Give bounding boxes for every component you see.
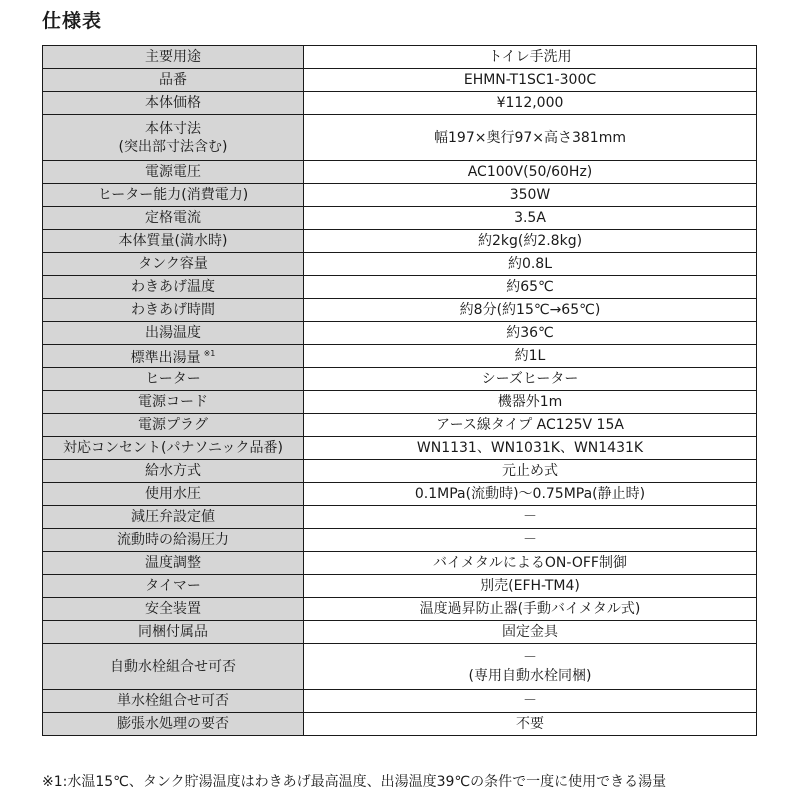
row-label: ヒーター [43, 368, 304, 391]
table-row [43, 46, 757, 69]
row-label: 電源電圧 [43, 161, 304, 184]
row-value: AC100V(50/60Hz) [304, 161, 757, 184]
table-row [43, 253, 757, 276]
table-row [43, 437, 757, 460]
row-value-line2: (専用自動水栓同梱) [468, 667, 592, 684]
row-label: わきあげ温度 [43, 276, 304, 299]
row-value: － [304, 690, 757, 713]
table-row [43, 161, 757, 184]
table-row [43, 529, 757, 552]
row-value: EHMN-T1SC1-300C [304, 69, 757, 92]
row-value-line1: － [523, 649, 537, 666]
table-row [43, 368, 757, 391]
row-label: 対応コンセント(パナソニック品番) [43, 437, 304, 460]
table-row [43, 207, 757, 230]
row-label-text: 標準出湯量 [130, 350, 201, 366]
row-label: 出湯温度 [43, 322, 304, 345]
row-label: 単水栓組合せ可否 [43, 690, 304, 713]
table-row [43, 230, 757, 253]
row-value: 3.5A [304, 207, 757, 230]
row-value: 約2kg(約2.8kg) [304, 230, 757, 253]
table-row [43, 69, 757, 92]
table-row [43, 414, 757, 437]
row-value: 固定金具 [304, 621, 757, 644]
row-label: 流動時の給湯圧力 [43, 529, 304, 552]
row-label: 主要用途 [43, 46, 304, 69]
row-label: 減圧弁設定値 [43, 506, 304, 529]
table-row [43, 115, 757, 161]
row-value: 約1L [304, 345, 757, 368]
row-label: 本体質量(満水時) [43, 230, 304, 253]
table-row [43, 506, 757, 529]
row-label: ヒーター能力(消費電力) [43, 184, 304, 207]
row-value: 約0.8L [304, 253, 757, 276]
row-value: 約65℃ [304, 276, 757, 299]
row-value: バイメタルによるON-OFF制御 [304, 552, 757, 575]
row-value: 350W [304, 184, 757, 207]
row-value [304, 644, 757, 690]
row-value: WN1131、WN1031K、WN1431K [304, 437, 757, 460]
table-row [43, 598, 757, 621]
row-label: 本体価格 [43, 92, 304, 115]
row-label: 給水方式 [43, 460, 304, 483]
row-label: わきあげ時間 [43, 299, 304, 322]
row-label: 使用水圧 [43, 483, 304, 506]
row-label: 同梱付属品 [43, 621, 304, 644]
row-label: タイマー [43, 575, 304, 598]
row-value: ¥112,000 [304, 92, 757, 115]
row-value: トイレ手洗用 [304, 46, 757, 69]
footnote-marker: ※1 [203, 349, 216, 358]
row-label: 自動水栓組合せ可否 [43, 644, 304, 690]
row-value: 元止め式 [304, 460, 757, 483]
row-value: 別売(EFH-TM4) [304, 575, 757, 598]
row-label: 温度調整 [43, 552, 304, 575]
row-label-line1: 本体寸法 [145, 120, 201, 137]
row-label: 膨張水処理の要否 [43, 713, 304, 736]
table-row [43, 644, 757, 690]
table-row [43, 184, 757, 207]
footnote: ※1:水温15℃、タンク貯湯温度はわきあげ最高温度、出湯温度39℃の条件で一度に使用できる湯量 [42, 774, 667, 790]
row-value: 温度過昇防止器(手動バイメタル式) [304, 598, 757, 621]
table-row [43, 460, 757, 483]
table-row [43, 345, 757, 368]
row-value: 0.1MPa(流動時)～0.75MPa(静止時) [304, 483, 757, 506]
table-row [43, 391, 757, 414]
row-value: － [304, 506, 757, 529]
row-label: 電源プラグ [43, 414, 304, 437]
row-value: － [304, 529, 757, 552]
row-label: タンク容量 [43, 253, 304, 276]
table-row [43, 713, 757, 736]
table-row [43, 483, 757, 506]
row-value: シーズヒーター [304, 368, 757, 391]
table-row [43, 621, 757, 644]
row-value: 幅197×奥行97×高さ381mm [304, 115, 757, 161]
row-label [43, 115, 304, 161]
table-row [43, 276, 757, 299]
row-label: 電源コード [43, 391, 304, 414]
spec-table [42, 45, 757, 736]
table-row [43, 322, 757, 345]
row-label: 品番 [43, 69, 304, 92]
row-value: 不要 [304, 713, 757, 736]
page-title: 仕様表 [42, 10, 103, 32]
row-value: 約8分(約15℃→65℃) [304, 299, 757, 322]
row-value: アース線タイプ AC125V 15A [304, 414, 757, 437]
table-row [43, 575, 757, 598]
table-row [43, 92, 757, 115]
table-row [43, 552, 757, 575]
row-value: 約36℃ [304, 322, 757, 345]
row-label [43, 345, 304, 368]
row-value: 機器外1m [304, 391, 757, 414]
table-row [43, 690, 757, 713]
row-label: 安全装置 [43, 598, 304, 621]
row-label-line2: (突出部寸法含む) [118, 138, 228, 155]
row-label: 定格電流 [43, 207, 304, 230]
table-row [43, 299, 757, 322]
